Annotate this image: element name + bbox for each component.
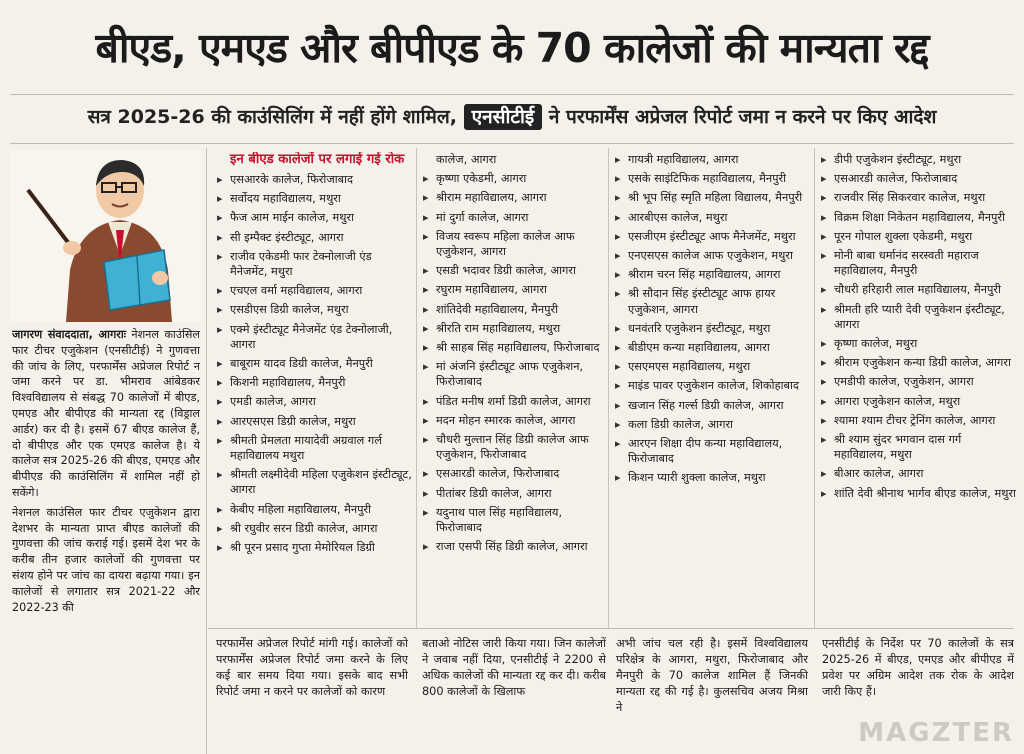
college-list-item: ▸ शांति देवी श्रीनाथ भार्गव बीएड कालेज, मथुरा (820, 486, 1016, 501)
college-list-item: ▸ सी इम्पैक्ट इंस्टीट्यूट, आगरा (216, 230, 412, 245)
college-list-item: ▸ मोनी बाबा धर्मानंद सरस्वती महाराज महाविद्यालय, मैनपुरी (820, 248, 1016, 278)
college-list-item: ▸ श्रीराम चरन सिंह महाविद्यालय, आगरा (614, 267, 810, 282)
college-list-item: ▸ श्री पूरन प्रसाद गुप्ता मेमोरियल डिग्री (216, 540, 412, 555)
college-list-item: ▸ कृष्णा एकेडमी, आगरा (422, 171, 606, 186)
college-list-item: ▸ एसआरडी कालेज, फिरोजाबाद (422, 466, 606, 481)
watermark: MAGZTER (858, 718, 1014, 748)
college-list-item: ▸ राजवीर सिंह सिकरवार कालेज, मथुरा (820, 190, 1016, 205)
college-list-item: ▸ एमडीपी कालेज, एजुकेशन, आगरा (820, 374, 1016, 389)
divider-subhead (10, 143, 1014, 144)
college-list-item: ▸ केबीए महिला महाविद्यालय, मैनपुरी (216, 502, 412, 517)
college-list-item: ▸ श्री सौदान सिंह इंस्टीट्यूट आफ हायर एजुकेशन, आगरा (614, 286, 810, 316)
college-list-item: ▸ मां अंजनि इंस्टीट्यूट आफ एजुकेशन, फिरोजाबाद (422, 359, 606, 389)
college-list-item: ▸ यदुनाथ पाल सिंह महाविद्यालय, फिरोजाबाद (422, 505, 606, 535)
college-list-item: ▸ राजीव एकेडमी फार टेक्नोलाजी एंड मैनेजमेंट, मथुरा (216, 249, 412, 279)
college-list-item: ▸ एसडीएस डिग्री कालेज, मथुरा (216, 302, 412, 317)
college-list-item: ▸ आरबीएस कालेज, मथुरा (614, 210, 810, 225)
subheadline (8, 97, 1016, 137)
college-list-item: ▸ एचएल वर्मा महाविद्यालय, आगरा (216, 283, 412, 298)
teacher-illustration (10, 150, 202, 322)
column-divider-3 (608, 148, 609, 628)
column-divider-1 (206, 148, 207, 754)
subhead-before: सत्र 2025-26 की काउंसिलिंग में नहीं होंगे शामिल, (87, 106, 457, 128)
college-list-item: ▸ पूरन गोपाल शुक्ला एकेडमी, मथुरा (820, 229, 1016, 244)
college-list-item: ▸ एसके साइंटिफिक महाविद्यालय, मैनपुरी (614, 171, 810, 186)
college-list-item: ▸ धनवंतरि एजुकेशन इंस्टीट्यूट, मथुरा (614, 321, 810, 336)
college-list-item: ▸ डीपी एजुकेशन इंस्टीट्यूट, मथुरा (820, 152, 1016, 167)
college-list-item: ▸ एसजीएम इंस्टीट्यूट आफ मैनेजमेंट, मथुरा (614, 229, 810, 244)
college-list-item: ▸ श्रीमती लक्ष्मीदेवी महिला एजुकेशन इंस्टीट्यूट, आगरा (216, 467, 412, 497)
college-list-item: ▸ बीआर कालेज, आगरा (820, 466, 1016, 481)
college-list-item: ▸ चौधरी हरिहारी लाल महाविद्यालय, मैनपुरी (820, 282, 1016, 297)
column-divider-4 (814, 148, 815, 628)
article-para-1 (12, 327, 200, 501)
article-bottom-col-2: परफार्मेंस अप्रेजल रिपोर्ट मांगी गई। कालेजों को परफार्मेंस अप्रेजल रिपोर्ट जमा करने के लिए कई बार समय दिया गया। इसके बाद सभी रिपोर्ट जमा न करने पर कालेजों को कारण (216, 637, 408, 698)
college-list-item: ▸ एसडी भदावर डिग्री कालेज, आगरा (422, 263, 606, 278)
article-bottom-col-3: बताओ नोटिस जारी किया गया। जिन कालेजों ने जवाब नहीं दिया, एनसीटीई ने 2200 से अधिक कालेजों की मान्यता रद्द कर दी। करीब 800 कालेजों के खिलाफ (422, 637, 606, 698)
college-list-item: ▸ श्रीमती प्रेमलता मायादेवी अग्रवाल गर्ल महाविद्यालय मथुरा (216, 433, 412, 463)
college-list-item: ▸ शांतिदेवी महाविद्यालय, मैनपुरी (422, 302, 606, 317)
college-list-item: ▸ श्री भूप सिंह स्मृति महिला विद्यालय, मैनपुरी (614, 190, 810, 205)
college-list-column-2 (422, 152, 606, 628)
college-list-item: ▸ चौधरी मुल्तान सिंह डिग्री कालेज आफ एजुकेशन, फिरोजाबाद (422, 432, 606, 462)
college-list-item: ▸ एसआरडी कालेज, फिरोजाबाद (820, 171, 1016, 186)
column-divider-2 (416, 148, 417, 628)
college-list-item: ▸ कृष्णा कालेज, मथुरा (820, 336, 1016, 351)
college-list-column-3 (614, 152, 810, 628)
college-list-item: ▸ श्रीरति राम महाविद्यालय, मथुरा (422, 321, 606, 336)
college-list-item: ▸ पंडित मनीष शर्मा डिग्री कालेज, आगरा (422, 394, 606, 409)
list-title: इन बीएड कालेजों पर लगाई गई रोक (230, 152, 405, 167)
college-list-item: ▸ श्री रघुवीर सरन डिग्री कालेज, आगरा (216, 521, 412, 536)
divider-top (10, 94, 1014, 95)
college-list-1 (216, 172, 412, 555)
college-list-item: ▸ गायत्री महाविद्यालय, आगरा (614, 152, 810, 167)
college-list-item: ▸ पीतांबर डिग्री कालेज, आगरा (422, 486, 606, 501)
college-list-item: ▸ खजान सिंह गर्ल्स डिग्री कालेज, आगरा (614, 398, 810, 413)
article-column-1 (12, 327, 200, 754)
college-list-item: ▸ बीडीएम कन्या महाविद्यालय, आगरा (614, 340, 810, 355)
college-list-item: ▸ श्रीराम महाविद्यालय, आगरा (422, 190, 606, 205)
college-list-column-4 (820, 152, 1016, 628)
college-list-3 (614, 152, 810, 486)
college-list-item: ▸ किशन प्यारी शुक्ला कालेज, मथुरा (614, 470, 810, 485)
article-para-2: नेशनल काउंसिल फार टीचर एजुकेशन द्वारा देशभर के मान्यता प्राप्त बीएड कालेजों की गुणवत्ता की जांच कराई गई। इसमें देश भर के करीब तीन हजार कालेजों की गुणवत्ता पर संशय होने पर जांच का दायरा बढ़ाया गया। इन कालेजों से लगातार सत्र 2021-22 और 2022-23 की (12, 505, 200, 614)
college-list-item: ▸ आगरा एजुकेशन कालेज, मथुरा (820, 394, 1016, 409)
college-list-2 (422, 171, 606, 554)
college-list-item: ▸ श्रीराम एजुकेशन कन्या डिग्री कालेज, आगरा (820, 355, 1016, 370)
college-list-item: ▸ सर्वोदय महाविद्यालय, मथुरा (216, 191, 412, 206)
college-list-item: ▸ एमडी कालेज, आगरा (216, 394, 412, 409)
college-list-4 (820, 152, 1016, 501)
college-list-item: ▸ एसएमएस महाविद्यालय, मथुरा (614, 359, 810, 374)
college-list-item: ▸ विक्रम शिक्षा निकेतन महाविद्यालय, मैनपुरी (820, 210, 1016, 225)
college-list-item: ▸ एनएसएस कालेज आफ एजुकेशन, मथुरा (614, 248, 810, 263)
headline: बीएड, एमएड और बीपीएड के 70 कालेजों की मान्यता रद्द (95, 24, 929, 72)
college-list-column-1 (216, 152, 412, 628)
college-list-item: ▸ श्री साहब सिंह महाविद्यालय, फिरोजाबाद (422, 340, 606, 355)
college-list-item: ▸ आरएन शिक्षा दीप कन्या महाविद्यालय, फिरोजाबाद (614, 436, 810, 466)
byline: जागरण संवाददाता, आगराः (12, 328, 126, 341)
college-list-item: ▸ रघुराम महाविद्यालय, आगरा (422, 282, 606, 297)
college-list-item: ▸ फैज आम माईन कालेज, मथुरा (216, 210, 412, 225)
college-list-item: ▸ मदन मोहन स्मारक कालेज, आगरा (422, 413, 606, 428)
college-list-item: ▸ श्यामा श्याम टीचर ट्रेनिंग कालेज, आगरा (820, 413, 1016, 428)
subhead-after: ने परफार्मेंस अप्रेजल रिपोर्ट जमा न करने पर किए आदेश (548, 106, 937, 128)
college-list-item: ▸ विजय स्वरूप महिला कालेज आफ एजुकेशन, आगरा (422, 229, 606, 259)
college-list-item: ▸ बाबूराम यादव डिग्री कालेज, मैनपुरी (216, 356, 412, 371)
subhead-highlight: एनसीटीई (464, 104, 543, 130)
college-list-item: ▸ मां दुर्गा कालेज, आगरा (422, 210, 606, 225)
article-bottom-col-5: एनसीटीई के निर्देश पर 70 कालेजों के सत्र 2025-26 में बीएड, एमएड और बीपीएड में प्रवेश पर अग्रिम आदेश तक रोक के आदेश जारी किए हैं। (822, 637, 1014, 698)
list-continuation: कालेज, आगरा (436, 153, 497, 166)
college-list-item: ▸ किशनी महाविद्यालय, मैनपुरी (216, 375, 412, 390)
college-list-item: ▸ माइंड पावर एजुकेशन कालेज, शिकोहाबाद (614, 378, 810, 393)
article-para-1-body: नेशनल काउंसिल फार टीचर एजुकेशन (एनसीटीई) ने गुणवत्ता की जांच के लिए, परफार्मेंस अप्रेजल रिपोर्ट न जमा करने पर डा. भीमराव आंबेडकर विश्वविद्यालय से संबद्ध 70 कालेजों में बीएड, एमएड और बीपीएड की मान्यता रद्द (विड्राल आर्डर) कर दी है। इसमें 67 बीएड कालेज हैं, दो बीपीएड और एक एमएड कालेज है। ये कालेज सत्र 2025-26 की बीएड, एमएड और बीपीएड की काउंसिलिंग में शामिल नहीं हो सकेंगे। (12, 328, 200, 499)
college-list-item: ▸ श्रीमती हरि प्यारी देवी एजुकेशन इंस्टीट्यूट, आगरा (820, 302, 1016, 332)
college-list-item: ▸ कला डिग्री कालेज, आगरा (614, 417, 810, 432)
college-list-item: ▸ एक्मे इंस्टीट्यूट मैनेजमेंट एंड टेक्नोलाजी, आगरा (216, 322, 412, 352)
divider-list-bottom (208, 628, 1014, 629)
college-list-item: ▸ आरएसएस डिग्री कालेज, मथुरा (216, 414, 412, 429)
college-list-item: ▸ राजा एसपी सिंह डिग्री कालेज, आगरा (422, 539, 606, 554)
college-list-item: ▸ श्री श्याम सुंदर भगवान दास गर्ग महाविद्यालय, मथुरा (820, 432, 1016, 462)
college-list-item: ▸ एसआरके कालेज, फिरोजाबाद (216, 172, 412, 187)
article-bottom-col-4: अभी जांच चल रही है। इसमें विश्वविद्यालय परिक्षेत्र के आगरा, मथुरा, फिरोजाबाद और मैनपुरी के 70 कालेज शामिल हैं जिनकी मान्यता रद्द की गई है। कुलसचिव अजय मिश्रा ने (616, 637, 808, 714)
